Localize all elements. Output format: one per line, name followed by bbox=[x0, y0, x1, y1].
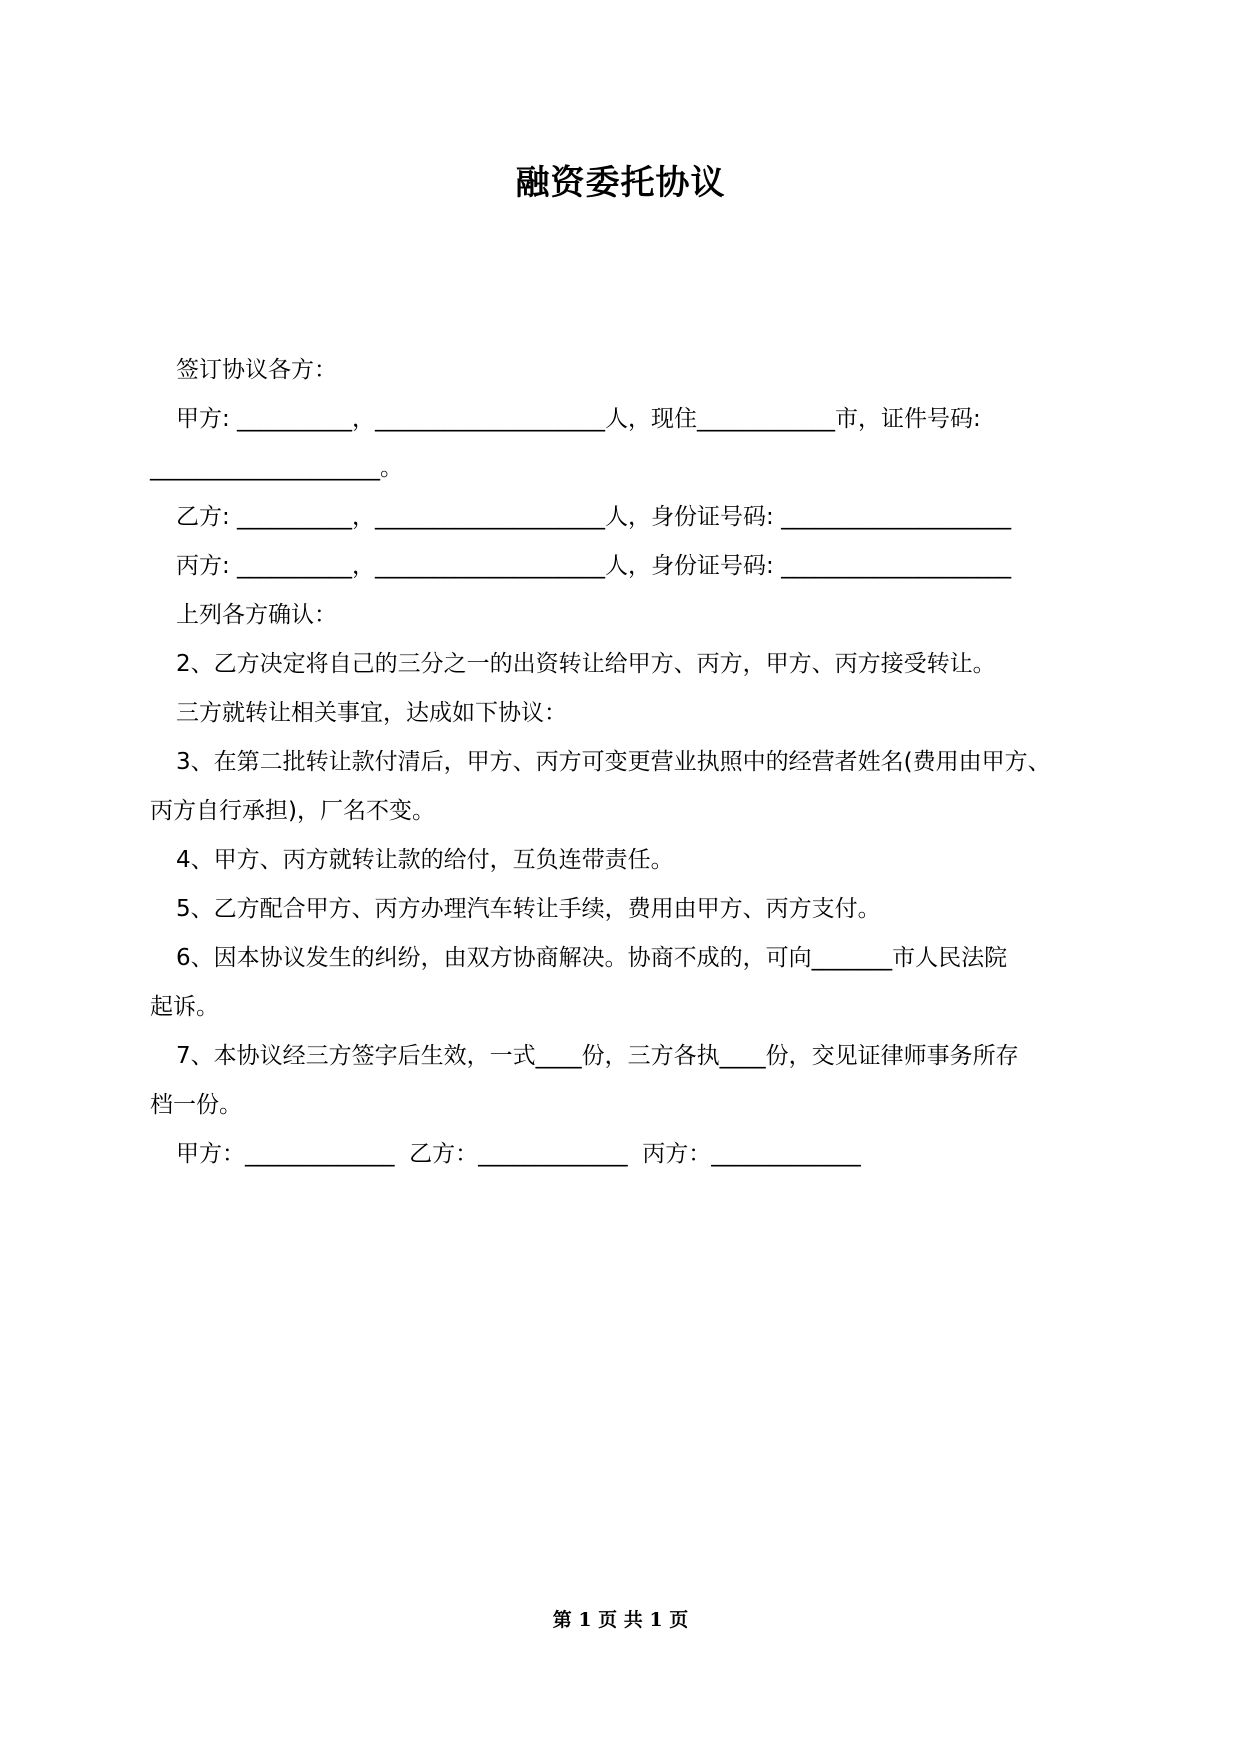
party-a-id-line: ____________________。 bbox=[150, 455, 403, 481]
clause-5: 5、乙方配合甲方、丙方办理汽车转让手续，费用由甲方、丙方支付。 bbox=[176, 896, 881, 922]
document-title: 融资委托协议 bbox=[515, 163, 726, 203]
clause-4: 4、甲方、丙方就转让款的给付，互负连带责任。 bbox=[176, 847, 674, 873]
confirmation-heading: 上列各方确认： bbox=[176, 602, 337, 628]
clause-2: 2、乙方决定将自己的三分之一的出资转让给甲方、丙方，甲方、丙方接受转让。 bbox=[176, 651, 996, 677]
agreement-intro: 三方就转让相关事宜，达成如下协议： bbox=[176, 700, 567, 726]
clause-3: 3、在第二批转让款付清后，甲方、丙方可变更营业执照中的经营者姓名(费用由甲方、 bbox=[176, 749, 1051, 775]
agreement-body bbox=[150, 346, 1085, 1179]
clause-7: 7、本协议经三方签字后生效，一式____份，三方各执____份，交见证律师事务所存 bbox=[176, 1043, 1019, 1069]
party-c-line: 丙方: __________，____________________人，身份证号码: ____________________ bbox=[176, 553, 1012, 579]
signature-line: 甲方：_____________ 乙方：_____________ 丙方：_____________ bbox=[176, 1141, 861, 1167]
parties-heading: 签订协议各方： bbox=[176, 357, 337, 383]
clause-7-continued: 档一份。 bbox=[150, 1092, 242, 1118]
clause-6-continued: 起诉。 bbox=[150, 994, 219, 1020]
party-a-line: 甲方: __________，____________________人，现住____________市，证件号码: bbox=[176, 406, 981, 432]
party-b-line: 乙方: __________，____________________人，身份证号码: ____________________ bbox=[176, 504, 1012, 530]
page-number: 第 1 页 共 1 页 bbox=[552, 1609, 689, 1631]
clause-3-continued: 丙方自行承担)，厂名不变。 bbox=[150, 798, 435, 824]
clause-6: 6、因本协议发生的纠纷，由双方协商解决。协商不成的，可向_______市人民法院 bbox=[176, 945, 1008, 971]
